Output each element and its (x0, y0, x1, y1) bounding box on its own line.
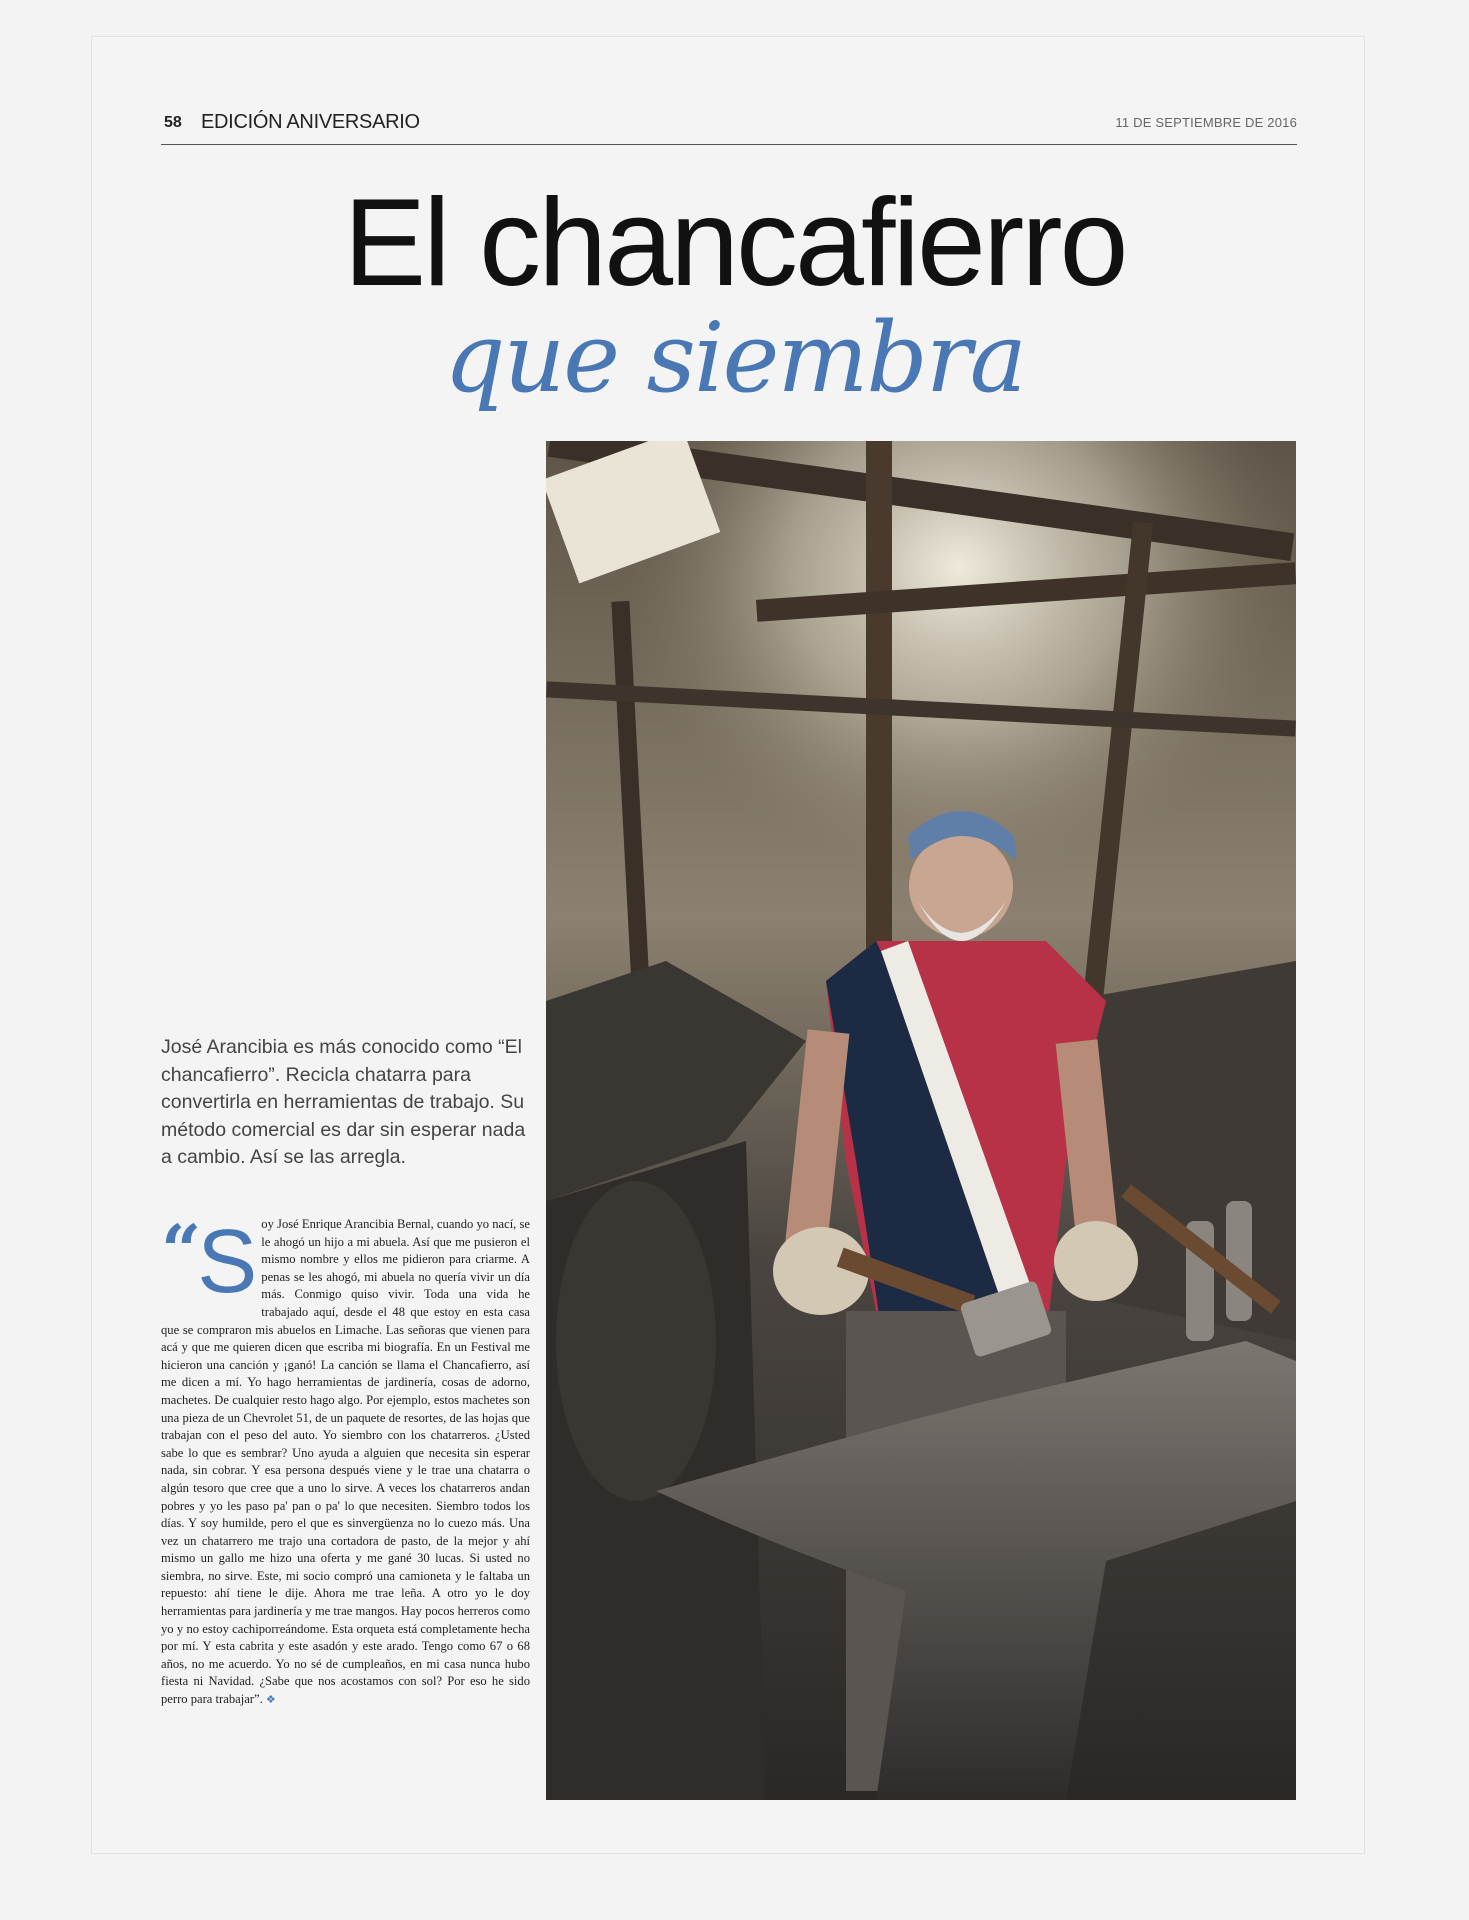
drop-cap-quote: “ (161, 1209, 198, 1292)
section-name: EDICIÓN ANIVERSARIO (201, 111, 420, 133)
article-body (161, 1209, 530, 1710)
article-body-text: oy José Enrique Arancibia Bernal, cuando yo nací, se le ahogó un hijo a mi abuela. Así que me pusieron el mismo nombre y ellos me pidieron para criarme. A penas se les ahogó, mi abuela no quería vivir un día más. Conmigo quiso vivir. Toda una vida he trabajado aquí, desde el 48 que estoy en esta casa que se compraron mis abuelos en Limache. Las señoras que vienen para acá y que me quieren dicen que escriba mi biografía. En un Festival me hicieron una canción y ¡ganó! La canción se llama el Chancafierro, así me dicen a mí. Yo hago herramientas de jardinería, cosas de adorno, machetes. De cualquier resto hago algo. Por ejemplo, estos machetes son una pieza de un Chevrolet 51, de un paquete de resortes, de las hojas que trabajan con el peso del auto. Yo siembro con los chatarreros. ¿Usted sabe lo que es sembrar? Uno ayuda a alguien que necesita sin esperar nada, sin cobrar. Y esa persona después viene y le trae una chatarra o algún tesoro que cree que a uno lo sirve. A veces los chatarreros andan pobres y yo les paso pa' pan o pa' lo que necesiten. Siembro todos los días. Y soy humilde, pero el que es sinvergüenza no lo cuezo más. Una vez un chatarrero me trajo una cortadora de pasto, de la mejor y ahí mismo un gallo me hizo una oferta y me gané 30 lucas. Si usted no siembra, no sirve. Este, mi socio compró una camioneta y le faltaba un repuesto: ahí tiene le dije. Ahora me trae leña. A otro yo le doy herramientas para jardinería y me trae mangos. Hay pocos herreros como yo y no estoy cachiporreándome. Esta orqueta está completamente hecha por mí. Y esta cabrita y este asadón y este arado. Tengo como 67 o 68 años, no me acuerdo. Yo no sé de cumpleaños, en mi casa nunca hubo fiesta ni Navidad. ¿Sabe que nos acostamos con sol? Por eso he sido perro para trabajar”. (161, 1217, 530, 1707)
article-lead: José Arancibia es más conocido como “El chancafierro”. Recicla chatarra para convertirla en herramientas de trabajo. Su método comercial es dar sin esperar nada a cambio. Así se las arregla. (161, 1036, 526, 1168)
article-title: El chancafierro (343, 174, 1126, 312)
drop-cap-letter: S (197, 1212, 258, 1312)
drop-cap (161, 1209, 258, 1312)
end-mark-icon: ❖ (265, 1694, 276, 1707)
page-header (161, 108, 1297, 145)
issue-date: 11 DE SEPTIEMBRE DE 2016 (1115, 115, 1297, 130)
article-subtitle: que siembra (444, 302, 1025, 414)
page-number: 58 (164, 114, 182, 131)
blacksmith-photo (546, 441, 1296, 1800)
